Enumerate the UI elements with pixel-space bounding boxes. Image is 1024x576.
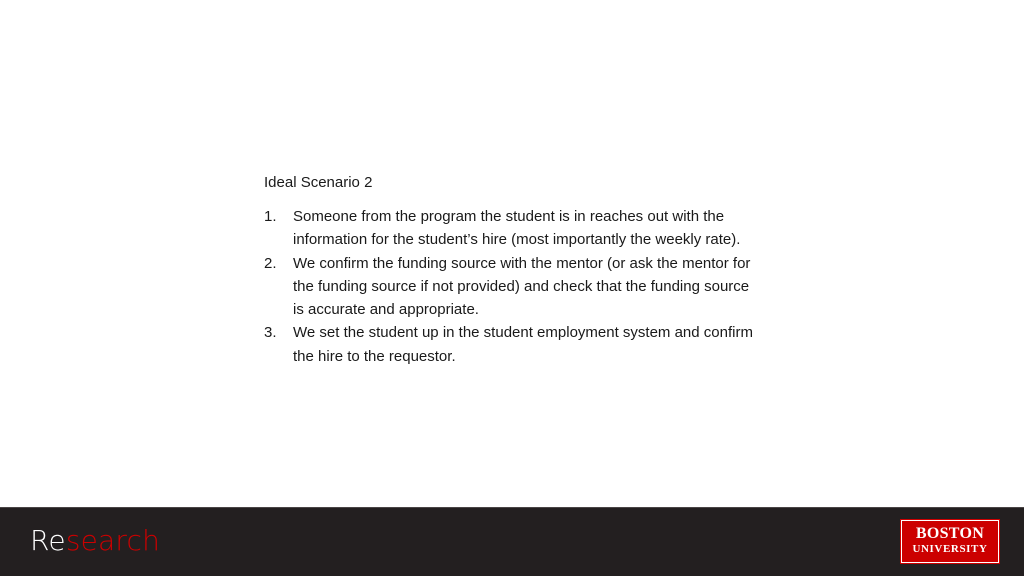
step-number: 1. [264, 208, 277, 225]
list-item [264, 321, 764, 368]
logo-line-1: BOSTON [915, 525, 985, 542]
footer-divider [0, 507, 1024, 508]
step-number: 2. [264, 254, 277, 272]
step-text: Someone from the program the student is in reaches out with the information for the student’s hire (most importantly the weekly rate). [293, 208, 741, 249]
list-item [264, 252, 764, 322]
boston-university-logo [901, 520, 999, 563]
logo-line-2: UNIVERSITY [912, 543, 988, 555]
step-text: We set the student up in the student employment system and confirm the hire to the requestor. [293, 324, 753, 365]
step-number: 3. [264, 324, 277, 342]
slide-heading: Ideal Scenario 2 [264, 174, 373, 191]
steps-list [264, 205, 764, 368]
research-wordmark [30, 523, 160, 559]
step-text: We confirm the funding source with the mentor (or ask the mentor for the funding source if not provided) and check that the funding source is accurate and appropriate. [293, 254, 751, 319]
slide-content [264, 173, 764, 368]
list-item [264, 205, 764, 252]
footer-bar [0, 507, 1024, 576]
wordmark-part-2: search [65, 524, 161, 557]
wordmark-part-1: Re [30, 524, 66, 557]
